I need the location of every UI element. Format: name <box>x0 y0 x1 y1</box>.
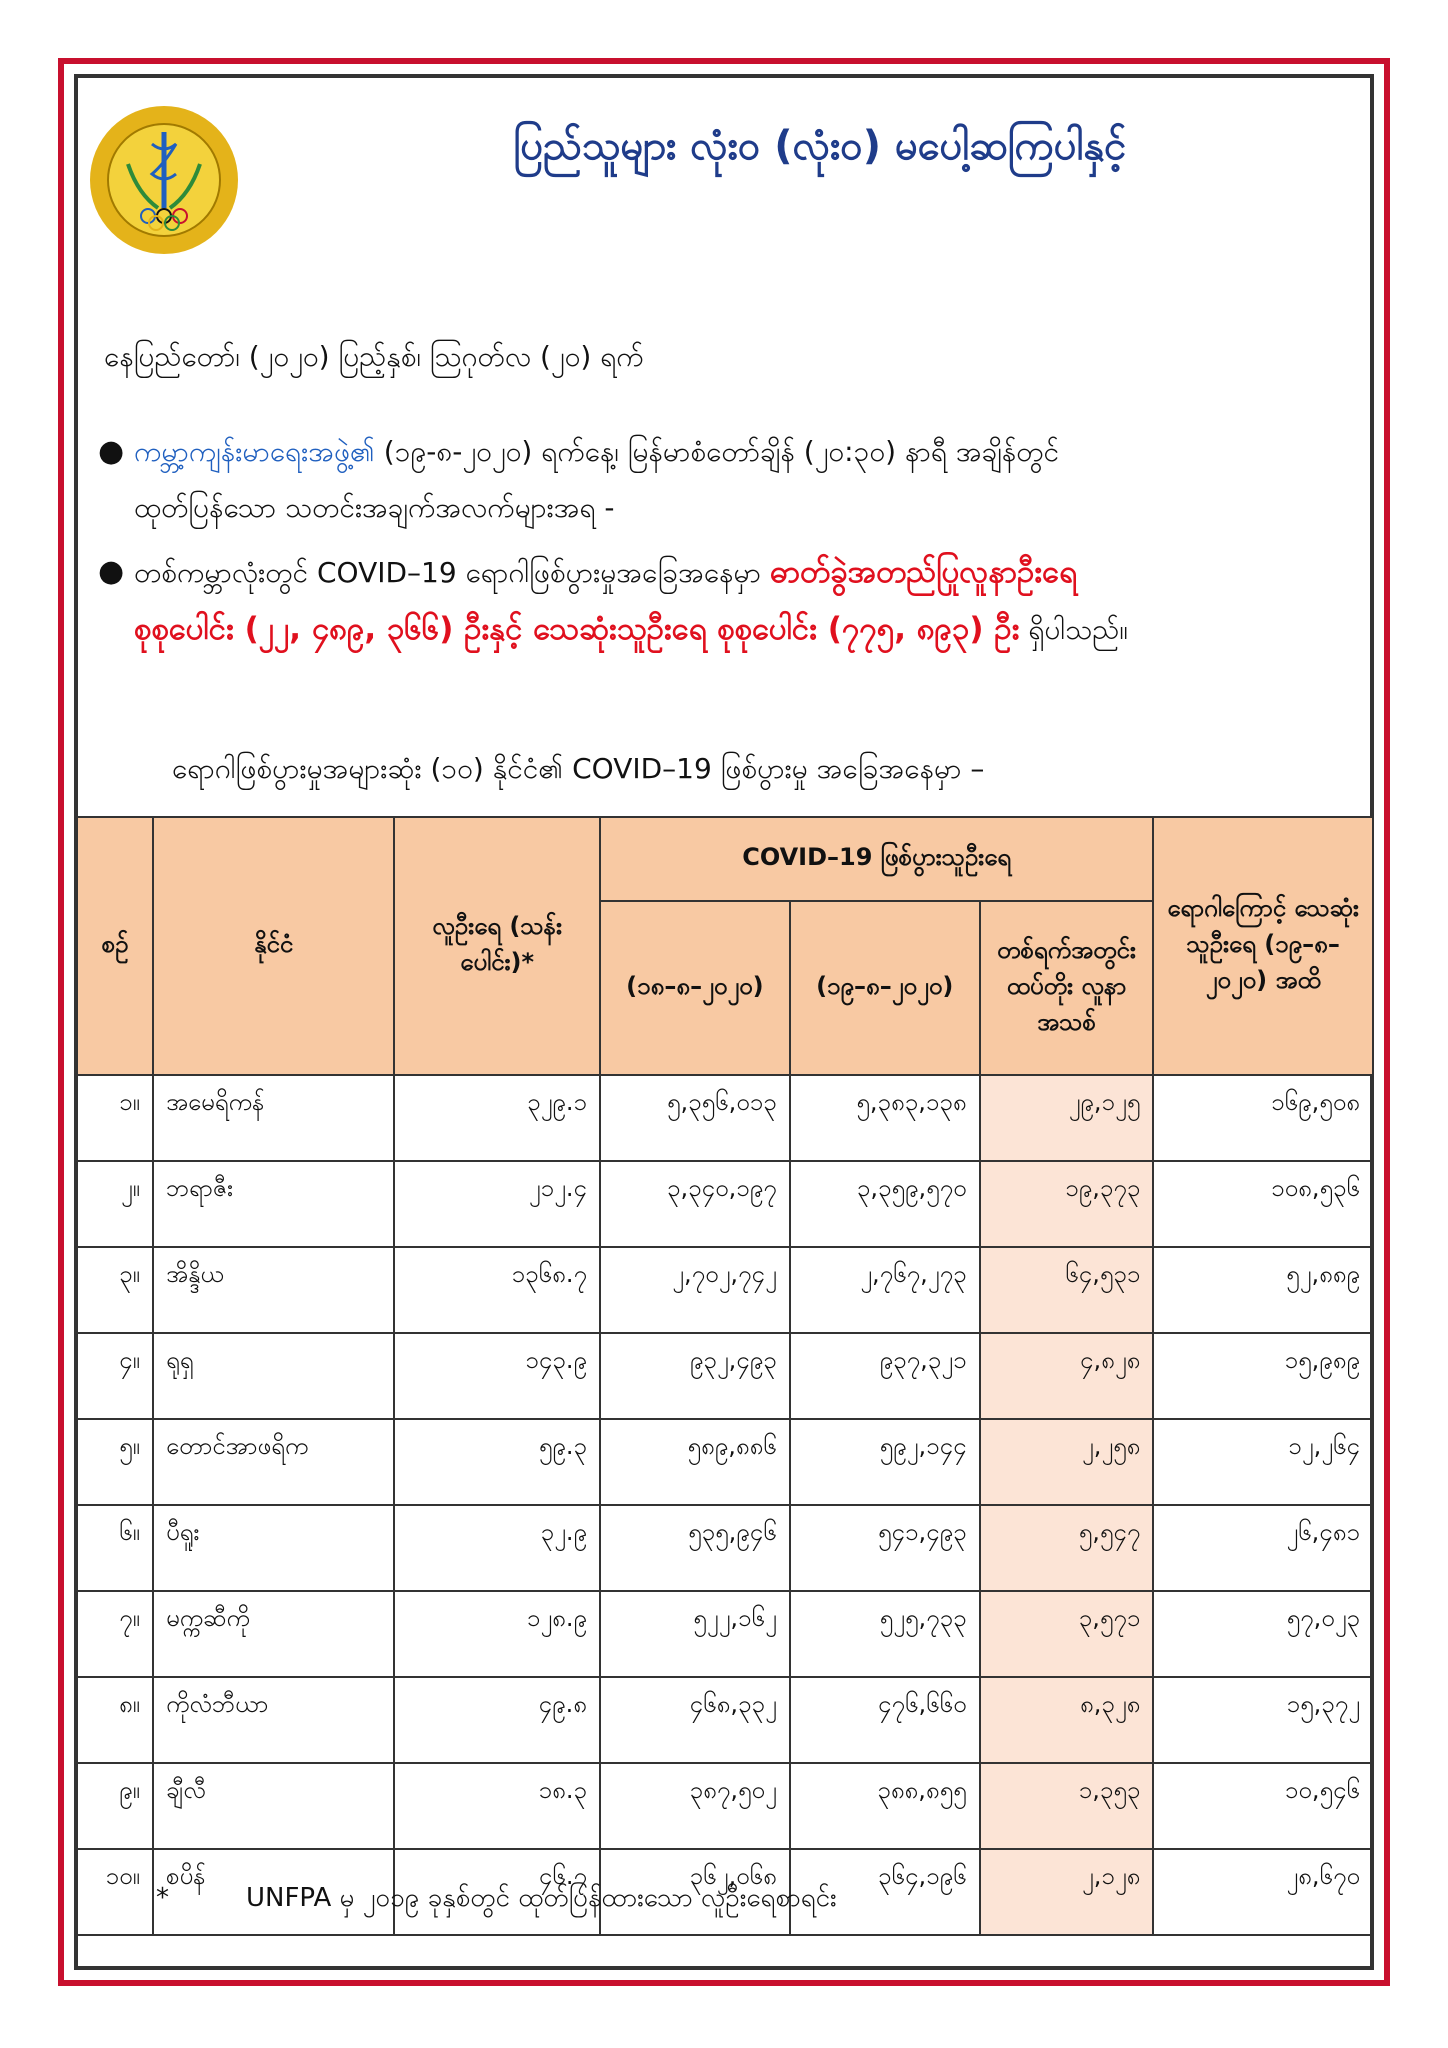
cell-country: အမေရိကန် <box>153 1075 394 1161</box>
bullet-list <box>92 424 1354 666</box>
covid-country-table <box>76 816 1374 1936</box>
cell-population: ၃၂၉.၁ <box>394 1075 600 1161</box>
cell-country: ရုရှ <box>153 1333 394 1419</box>
cell-no: ၁၀။ <box>77 1849 153 1935</box>
cell-country: အိန္ဒိယ <box>153 1247 394 1333</box>
bullet1-text-a: (၁၉-၈-၂၀၂၀) ရက်နေ့၊ မြန်မာစံတော်ချိန် (၂၀:၃၀) နာရီ အချိန်တွင် <box>374 435 1060 468</box>
bullet-item-who <box>92 424 1354 536</box>
cell-cases-18: ၂,၇၀၂,၇၄၂ <box>600 1247 790 1333</box>
cell-no: ၆။ <box>77 1505 153 1591</box>
cell-cases-19: ၂,၇၆၇,၂၇၃ <box>790 1247 980 1333</box>
cell-cases-18: ၃၆၂,၀၆၈ <box>600 1849 790 1935</box>
cell-cases-19: ၃၈၈,၈၅၅ <box>790 1763 980 1849</box>
table-row <box>77 1075 1373 1161</box>
col-header-cases-group: COVID–19 ဖြစ်ပွားသူဦးရေ <box>600 817 1153 901</box>
bullet-dot-icon: ● <box>98 434 125 469</box>
cell-increase: ၁၉,၃၇၃ <box>980 1161 1154 1247</box>
table-row <box>77 1247 1373 1333</box>
cell-deaths: ၂၆,၄၈၁ <box>1153 1505 1373 1591</box>
cell-cases-18: ၃၈၇,၅၀၂ <box>600 1763 790 1849</box>
table-row <box>77 1161 1373 1247</box>
cell-no: ၉။ <box>77 1763 153 1849</box>
cell-population: ၁၄၃.၉ <box>394 1333 600 1419</box>
cell-cases-18: ၅၂၂,၁၆၂ <box>600 1591 790 1677</box>
cell-cases-19: ၅၉၂,၁၄၄ <box>790 1419 980 1505</box>
cell-cases-18: ၄၆၈,၃၃၂ <box>600 1677 790 1763</box>
cell-increase: ၃,၅၇၁ <box>980 1591 1154 1677</box>
cell-cases-18: ၅၃၅,၉၄၆ <box>600 1505 790 1591</box>
col-header-deaths: ရောဂါကြောင့် သေဆုံးသူဦးရေ (၁၉–၈– ၂၀၂၀) အထိ <box>1153 817 1373 1075</box>
cell-deaths: ၁၀,၅၄၆ <box>1153 1763 1373 1849</box>
cell-increase: ၅,၅၄၇ <box>980 1505 1154 1591</box>
cell-cases-19: ၉၃၇,၃၂၁ <box>790 1333 980 1419</box>
cell-population: ၅၉.၃ <box>394 1419 600 1505</box>
footnote-text: UNFPA မှ ၂၀၁၉ ခုနှစ်တွင် ထုတ်ပြန်ထားသော လူဦးရေစာရင်း <box>246 1883 837 1913</box>
table-row <box>77 1505 1373 1591</box>
bullet1-text-b: ထုတ်ပြန်သော သတင်းအချက်အလက်များအရ - <box>134 491 615 524</box>
cell-cases-18: ၅,၃၅၆,၀၁၃ <box>600 1075 790 1161</box>
bullet-item-global <box>92 544 1354 658</box>
table-row <box>77 1677 1373 1763</box>
col-header-cases-19: (၁၉–၈–၂၀၂၀) <box>790 901 980 1075</box>
cell-cases-18: ၉၃၂,၄၉၃ <box>600 1333 790 1419</box>
cell-cases-18: ၃,၃၄၀,၁၉၇ <box>600 1161 790 1247</box>
table-row <box>77 1763 1373 1849</box>
cell-deaths: ၁၆၉,၅၀၈ <box>1153 1075 1373 1161</box>
totals-highlight: စုစုပေါင်း (၂၂, ၄၈၉, ၃၆၆) ဦးနှင့် သေဆုံးသူဦးရေ စုစုပေါင်း (၇၇၅, ၈၉၃) ဦး <box>134 611 1020 647</box>
cell-increase: ၈,၃၂၈ <box>980 1677 1154 1763</box>
cell-cases-19: ၅,၃၈၃,၁၃၈ <box>790 1075 980 1161</box>
cell-cases-19: ၅၂၅,၇၃၃ <box>790 1591 980 1677</box>
cell-increase: ၂,၁၂၈ <box>980 1849 1154 1935</box>
cell-deaths: ၁၅,၃၇၂ <box>1153 1677 1373 1763</box>
cell-country: ဘရာဇီး <box>153 1161 394 1247</box>
footnote <box>156 1880 1316 1919</box>
table-row <box>77 1333 1373 1419</box>
cell-cases-19: ၄၇၆,၆၆၀ <box>790 1677 980 1763</box>
cell-deaths: ၅၂,၈၈၉ <box>1153 1247 1373 1333</box>
col-header-no: စဉ် <box>77 817 153 1075</box>
cell-no: ၂။ <box>77 1161 153 1247</box>
cell-country: စပိန် <box>153 1849 394 1935</box>
cell-population: ၄၉.၈ <box>394 1677 600 1763</box>
cell-increase: ၆၄,၅၃၁ <box>980 1247 1154 1333</box>
cell-no: ၄။ <box>77 1333 153 1419</box>
cell-country: ကိုလံဘီယာ <box>153 1677 394 1763</box>
cell-cases-18: ၅၈၉,၈၈၆ <box>600 1419 790 1505</box>
ministry-seal-icon <box>88 104 240 256</box>
table-row <box>77 1419 1373 1505</box>
col-header-country: နိုင်ငံ <box>153 817 394 1075</box>
col-header-cases-18: (၁၈–၈–၂၀၂၀) <box>600 901 790 1075</box>
bullet2-text-b: ရှိပါသည်။ <box>1019 613 1128 646</box>
table-row <box>77 1591 1373 1677</box>
cell-country: ချီလီ <box>153 1763 394 1849</box>
who-org-name: ကမ္ဘာ့ကျန်းမာရေးအဖွဲ့၏ <box>134 435 375 468</box>
cell-deaths: ၁၀၈,၅၃၆ <box>1153 1161 1373 1247</box>
cell-population: ၄၆.၇ <box>394 1849 600 1935</box>
cell-increase: ၂,၂၅၈ <box>980 1419 1154 1505</box>
cell-increase: ၁,၃၅၃ <box>980 1763 1154 1849</box>
cell-increase: ၂၉,၁၂၅ <box>980 1075 1154 1161</box>
bullet-dot-icon: ● <box>98 554 125 589</box>
cell-population: ၁၂၈.၉ <box>394 1591 600 1677</box>
cell-country: ပီရူး <box>153 1505 394 1591</box>
col-header-increase: တစ်ရက်အတွင်း ထပ်တိုး လူနာ အသစ် <box>980 901 1154 1075</box>
table-intro: ရောဂါဖြစ်ပွားမှုအများဆုံး (၁၀) နိုင်ငံ၏ COVID–19 ဖြစ်ပွားမှု အခြေအနေမှာ – <box>172 752 985 785</box>
cell-no: ၁။ <box>77 1075 153 1161</box>
cell-population: ၂၁၂.၄ <box>394 1161 600 1247</box>
cell-country: တောင်အာဖရိက <box>153 1419 394 1505</box>
cell-deaths: ၂၈,၆၇၀ <box>1153 1849 1373 1935</box>
dateline: နေပြည်တော်၊ (၂၀၂၀) ပြည့်နှစ်၊ သြဂုတ်လ (၂၀) ရက် <box>104 340 644 373</box>
cell-increase: ၄,၈၂၈ <box>980 1333 1154 1419</box>
col-header-population: လူဦးရေ (သန်းပေါင်း)* <box>394 817 600 1075</box>
cell-population: ၃၂.၉ <box>394 1505 600 1591</box>
cell-deaths: ၁၂,၂၆၄ <box>1153 1419 1373 1505</box>
cell-cases-19: ၃,၃၅၉,၅၇၀ <box>790 1161 980 1247</box>
cell-population: ၁၃၆၈.၇ <box>394 1247 600 1333</box>
footnote-marker: * <box>156 1883 169 1913</box>
cell-no: ၇။ <box>77 1591 153 1677</box>
page-title: ပြည်သူများ လုံး၀ (လုံး၀) မပေါ့ဆကြပါနှင့် <box>513 123 1127 169</box>
cell-no: ၅။ <box>77 1419 153 1505</box>
cell-population: ၁၈.၃ <box>394 1763 600 1849</box>
cell-no: ၃။ <box>77 1247 153 1333</box>
bullet2-text-a: တစ်ကမ္ဘာလုံးတွင် COVID–19 ရောဂါဖြစ်ပွားမှုအခြေအနေမှာ <box>134 556 770 589</box>
cell-deaths: ၁၅,၉၈၉ <box>1153 1333 1373 1419</box>
cell-country: မက္ကဆီကို <box>153 1591 394 1677</box>
cell-cases-19: ၃၆၄,၁၉၆ <box>790 1849 980 1935</box>
cell-deaths: ၅၇,၀၂၃ <box>1153 1591 1373 1677</box>
cell-cases-19: ၅၄၁,၄၉၃ <box>790 1505 980 1591</box>
confirmed-cases-highlight: ဓာတ်ခွဲအတည်ပြုလူနာဦးရေ <box>769 554 1077 590</box>
cell-no: ၈။ <box>77 1677 153 1763</box>
